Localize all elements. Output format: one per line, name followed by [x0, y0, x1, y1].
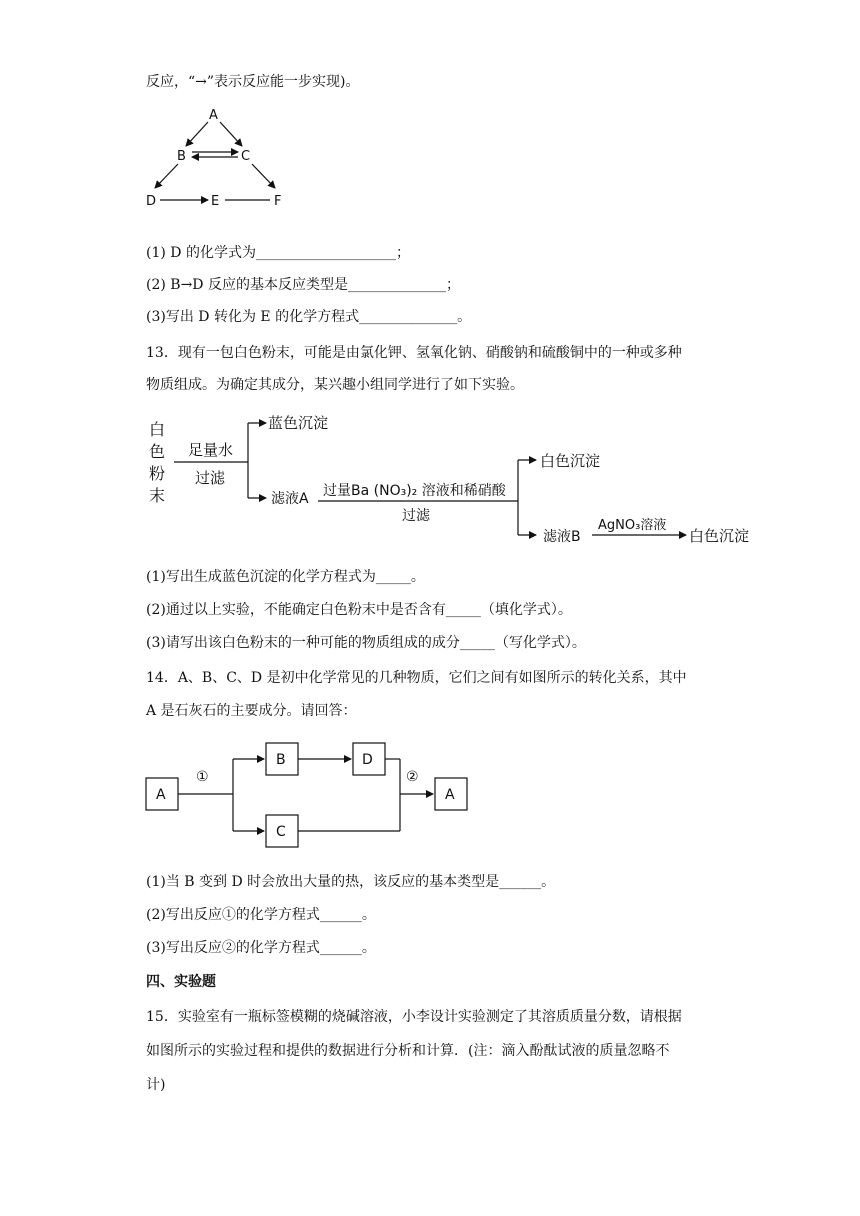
- q13-blue-precipitate: 蓝色沉淀: [268, 414, 329, 432]
- q14-box-c-label: C: [276, 824, 286, 840]
- q13-start-char-2: 色: [149, 442, 166, 461]
- q14-box-d-label: D: [362, 752, 373, 768]
- q13-sub1: (1)写出生成蓝色沉淀的化学方程式为_____。: [146, 569, 425, 585]
- q14-box-b-label: B: [276, 752, 286, 768]
- q12-node-b: B: [177, 149, 186, 164]
- q13-white-precipitate-1: 白色沉淀: [540, 452, 601, 470]
- q13-start-char-3: 粉: [149, 464, 166, 483]
- q13-step3-top: AgNO₃溶液: [598, 518, 667, 533]
- q13-filtrate-a: 滤液A: [271, 491, 309, 507]
- q13-step1-top: 足量水: [188, 441, 234, 459]
- q14-sub2: (2)写出反应①的化学方程式______。: [146, 907, 376, 923]
- q12-arrow-a-b: [186, 122, 208, 146]
- q12-node-a: A: [209, 108, 218, 123]
- q14-box-a-left-label: A: [156, 787, 166, 803]
- q13-step1-bottom: 过滤: [195, 469, 226, 487]
- q13-stem-line1: 13．现有一包白色粉末，可能是由氯化钾、氢氧化钠、硝酸钠和硫酸铜中的一种或多种: [146, 345, 682, 361]
- q13-sub2: (2)通过以上实验，不能确定白色粉末中是否含有_____（填化学式）。: [146, 602, 572, 618]
- section4-heading: 四、实验题: [146, 974, 216, 990]
- q13-start-char-4: 末: [149, 486, 166, 505]
- q12-node-e: E: [211, 194, 220, 209]
- q12-transformation-diagram: [140, 104, 300, 214]
- q12-arrow-c-f: [252, 164, 275, 188]
- q13-step2-top: 过量Ba (NO₃)₂ 溶液和稀硝酸: [323, 483, 506, 499]
- q12-sub3: (3)写出 D 转化为 E 的化学方程式______________。: [146, 309, 472, 325]
- q13-start-char-1: 白: [149, 420, 166, 439]
- q12-node-d: D: [146, 194, 157, 209]
- q13-sub3: (3)请写出该白色粉末的一种可能的物质组成的成分_____（写化学式）。: [146, 635, 586, 651]
- q12-arrow-a-c: [220, 122, 242, 146]
- intro-line: 反应，“→”表示反应能一步实现)。: [146, 74, 360, 90]
- q14-label-2: ②: [406, 769, 419, 785]
- q15-stem-line1: 15．实验室有一瓶标签模糊的烧碱溶液，小李设计实验测定了其溶质质量分数，请根据: [146, 1009, 682, 1025]
- q14-transformation-diagram: [140, 735, 480, 855]
- q14-sub3: (3)写出反应②的化学方程式______。: [146, 940, 376, 956]
- q12-sub1: (1) D 的化学式为____________________；: [146, 245, 410, 261]
- q12-sub2: (2) B→D 反应的基本反应类型是______________；: [146, 277, 460, 293]
- q13-stem-line2: 物质组成。为确定其成分，某兴趣小组同学进行了如下实验。: [146, 377, 524, 393]
- q14-stem-line1: 14．A、B、C、D 是初中化学常见的几种物质，它们之间有如图所示的转化关系，其中: [146, 670, 687, 686]
- q12-arrow-b-d: [155, 164, 178, 188]
- q12-node-c: C: [241, 149, 251, 164]
- q13-flow-diagram: [140, 405, 760, 555]
- q12-node-f: F: [274, 194, 282, 209]
- q15-stem-line2: 如图所示的实验过程和提供的数据进行分析和计算．(注：滴入酚酞试液的质量忽略不: [146, 1043, 670, 1059]
- q14-box-a-right-label: A: [445, 787, 455, 803]
- q13-filtrate-b: 滤液B: [543, 529, 581, 545]
- q14-sub1: (1)当 B 变到 D 时会放出大量的热，该反应的基本类型是______。: [146, 874, 556, 890]
- q13-step2-bottom: 过滤: [402, 508, 430, 524]
- q13-white-precipitate-2: 白色沉淀: [689, 527, 750, 545]
- q15-stem-line3: 计): [146, 1077, 166, 1093]
- q14-stem-line2: A 是石灰石的主要成分。请回答：: [146, 703, 357, 719]
- q14-label-1: ①: [196, 769, 209, 785]
